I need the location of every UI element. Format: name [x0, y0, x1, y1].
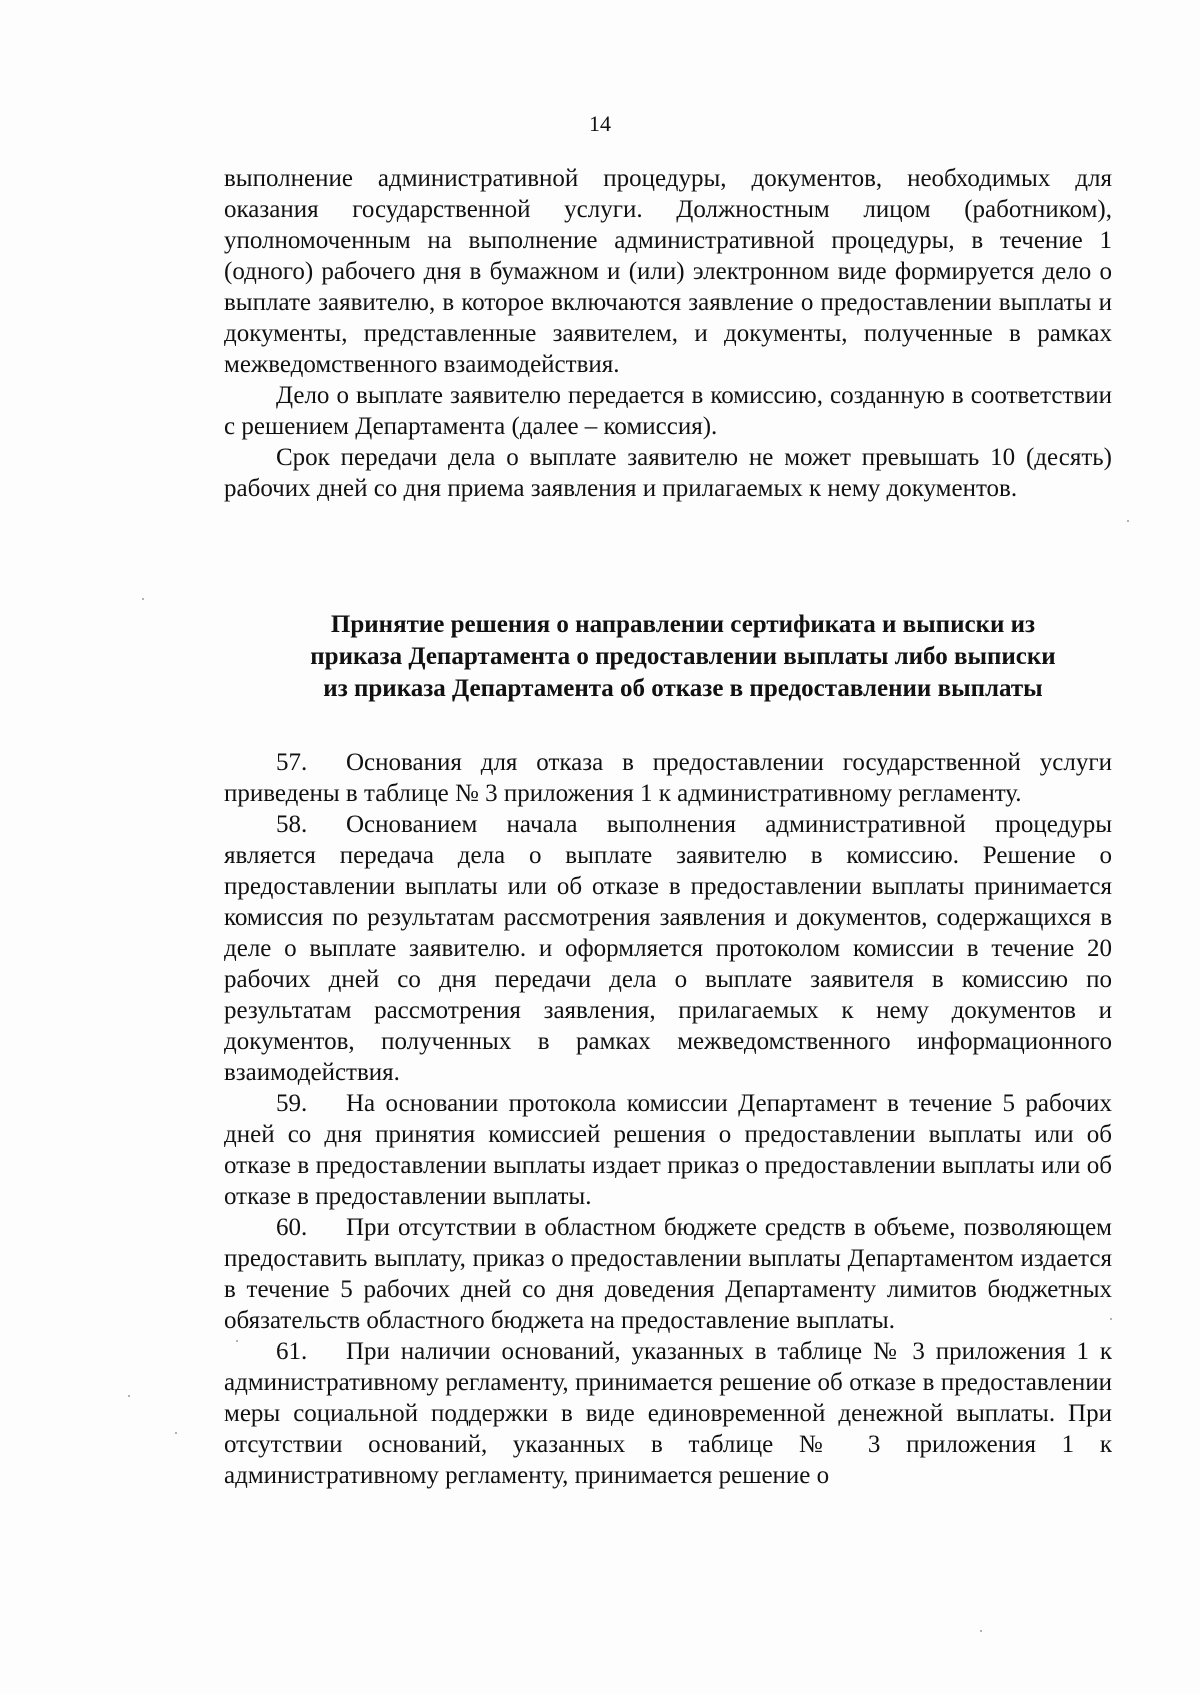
scan-speck — [236, 1340, 238, 1342]
numbered-item-61 — [224, 1336, 1112, 1491]
paragraph-continuation: выполнение административной процедуры, документов, необходимых для оказания государственной услуги. Должностным лицом (работником), уполномоченным на выполнение административной процедуры, в течение 1 (одного) рабочего дня в бумажном и (или) электронном виде формируется дело о выплате заявителю, в которое включаются заявление о предоставлении выплаты и документы, представленные заявителем, и документы, полученные в рамках межведомственного взаимодействия. — [224, 165, 1112, 378]
paragraph-transfer-deadline: Срок передачи дела о выплате заявителю не может превышать 10 (десять) рабочих дней со дня приема заявления и прилагаемых к нему документов. — [224, 444, 1112, 502]
scan-speck — [1127, 520, 1129, 522]
item-text: На основании протокола комиссии Департамент в течение 5 рабочих дней со дня принятия комиссией решения о предоставлении выплаты или об отказе в предоставлении выплаты издает приказ о предоставлении выплаты или об отказе в предоставлении выплаты. — [224, 1090, 1112, 1210]
item-number: 57. — [276, 749, 308, 776]
item-text: Основания для отказа в предоставлении государственной услуги приведены в таблице № 3 приложения 1 к административному регламенту. — [224, 749, 1112, 807]
page-number: 14 — [589, 111, 611, 136]
numbered-item-58 — [224, 809, 1112, 1088]
scan-speck — [175, 1432, 177, 1434]
section-heading-line-3: из приказа Департамента об отказе в предоставлении выплаты — [323, 675, 1043, 702]
scan-speck — [980, 1630, 982, 1632]
document-body — [224, 163, 1112, 1491]
numbered-item-57 — [224, 747, 1112, 809]
section-heading-line-2: приказа Департамента о предоставлении выплаты либо выписки — [310, 643, 1056, 670]
item-text: Основанием начала выполнения административной процедуры является передача дела о выплате заявителю в комиссию. Решение о предоставлении выплаты или об отказе в предоставлении выплаты принимается комиссия по результатам рассмотрения заявления и документов, содержащихся в деле о выплате заявителю. и оформляется протоколом комиссии в течение 20 рабочих дней со дня передачи дела о выплате заявителя в комиссию по результатам рассмотрения заявления, прилагаемых к нему документов и документов, полученных в рамках межведомственного информационного взаимодействия. — [224, 811, 1112, 1086]
item-number: 60. — [276, 1214, 308, 1241]
paragraph-case-transfer: Дело о выплате заявителю передается в комиссию, созданную в соответствии с решением Департамента (далее – комиссия). — [224, 382, 1112, 440]
scan-speck — [128, 1395, 130, 1397]
item-text: При наличии оснований, указанных в таблице № 3 приложения 1 к административному регламенту, принимается решение об отказе в предоставлении меры социальной поддержки в виде единовременной денежной выплаты. При отсутствии оснований, указанных в таблице № 3 приложения 1 к административному регламенту, принимается решение о — [224, 1338, 1112, 1489]
scan-speck — [142, 598, 144, 600]
section-heading-line-1: Принятие решения о направлении сертификата и выписки из — [330, 611, 1036, 638]
item-number: 61. — [276, 1338, 308, 1365]
numbered-item-60 — [224, 1212, 1112, 1336]
item-text: При отсутствии в областном бюджете средств в объеме, позволяющем предоставить выплату, приказ о предоставлении выплаты Департаментом издается в течение 5 рабочих дней со дня доведения Департаменту лимитов бюджетных обязательств областного бюджета на предоставление выплаты. — [224, 1214, 1112, 1334]
item-number: 58. — [276, 811, 308, 838]
numbered-item-59 — [224, 1088, 1112, 1212]
section-heading — [224, 609, 1112, 705]
item-number: 59. — [276, 1090, 308, 1117]
scan-speck — [1110, 1318, 1112, 1320]
